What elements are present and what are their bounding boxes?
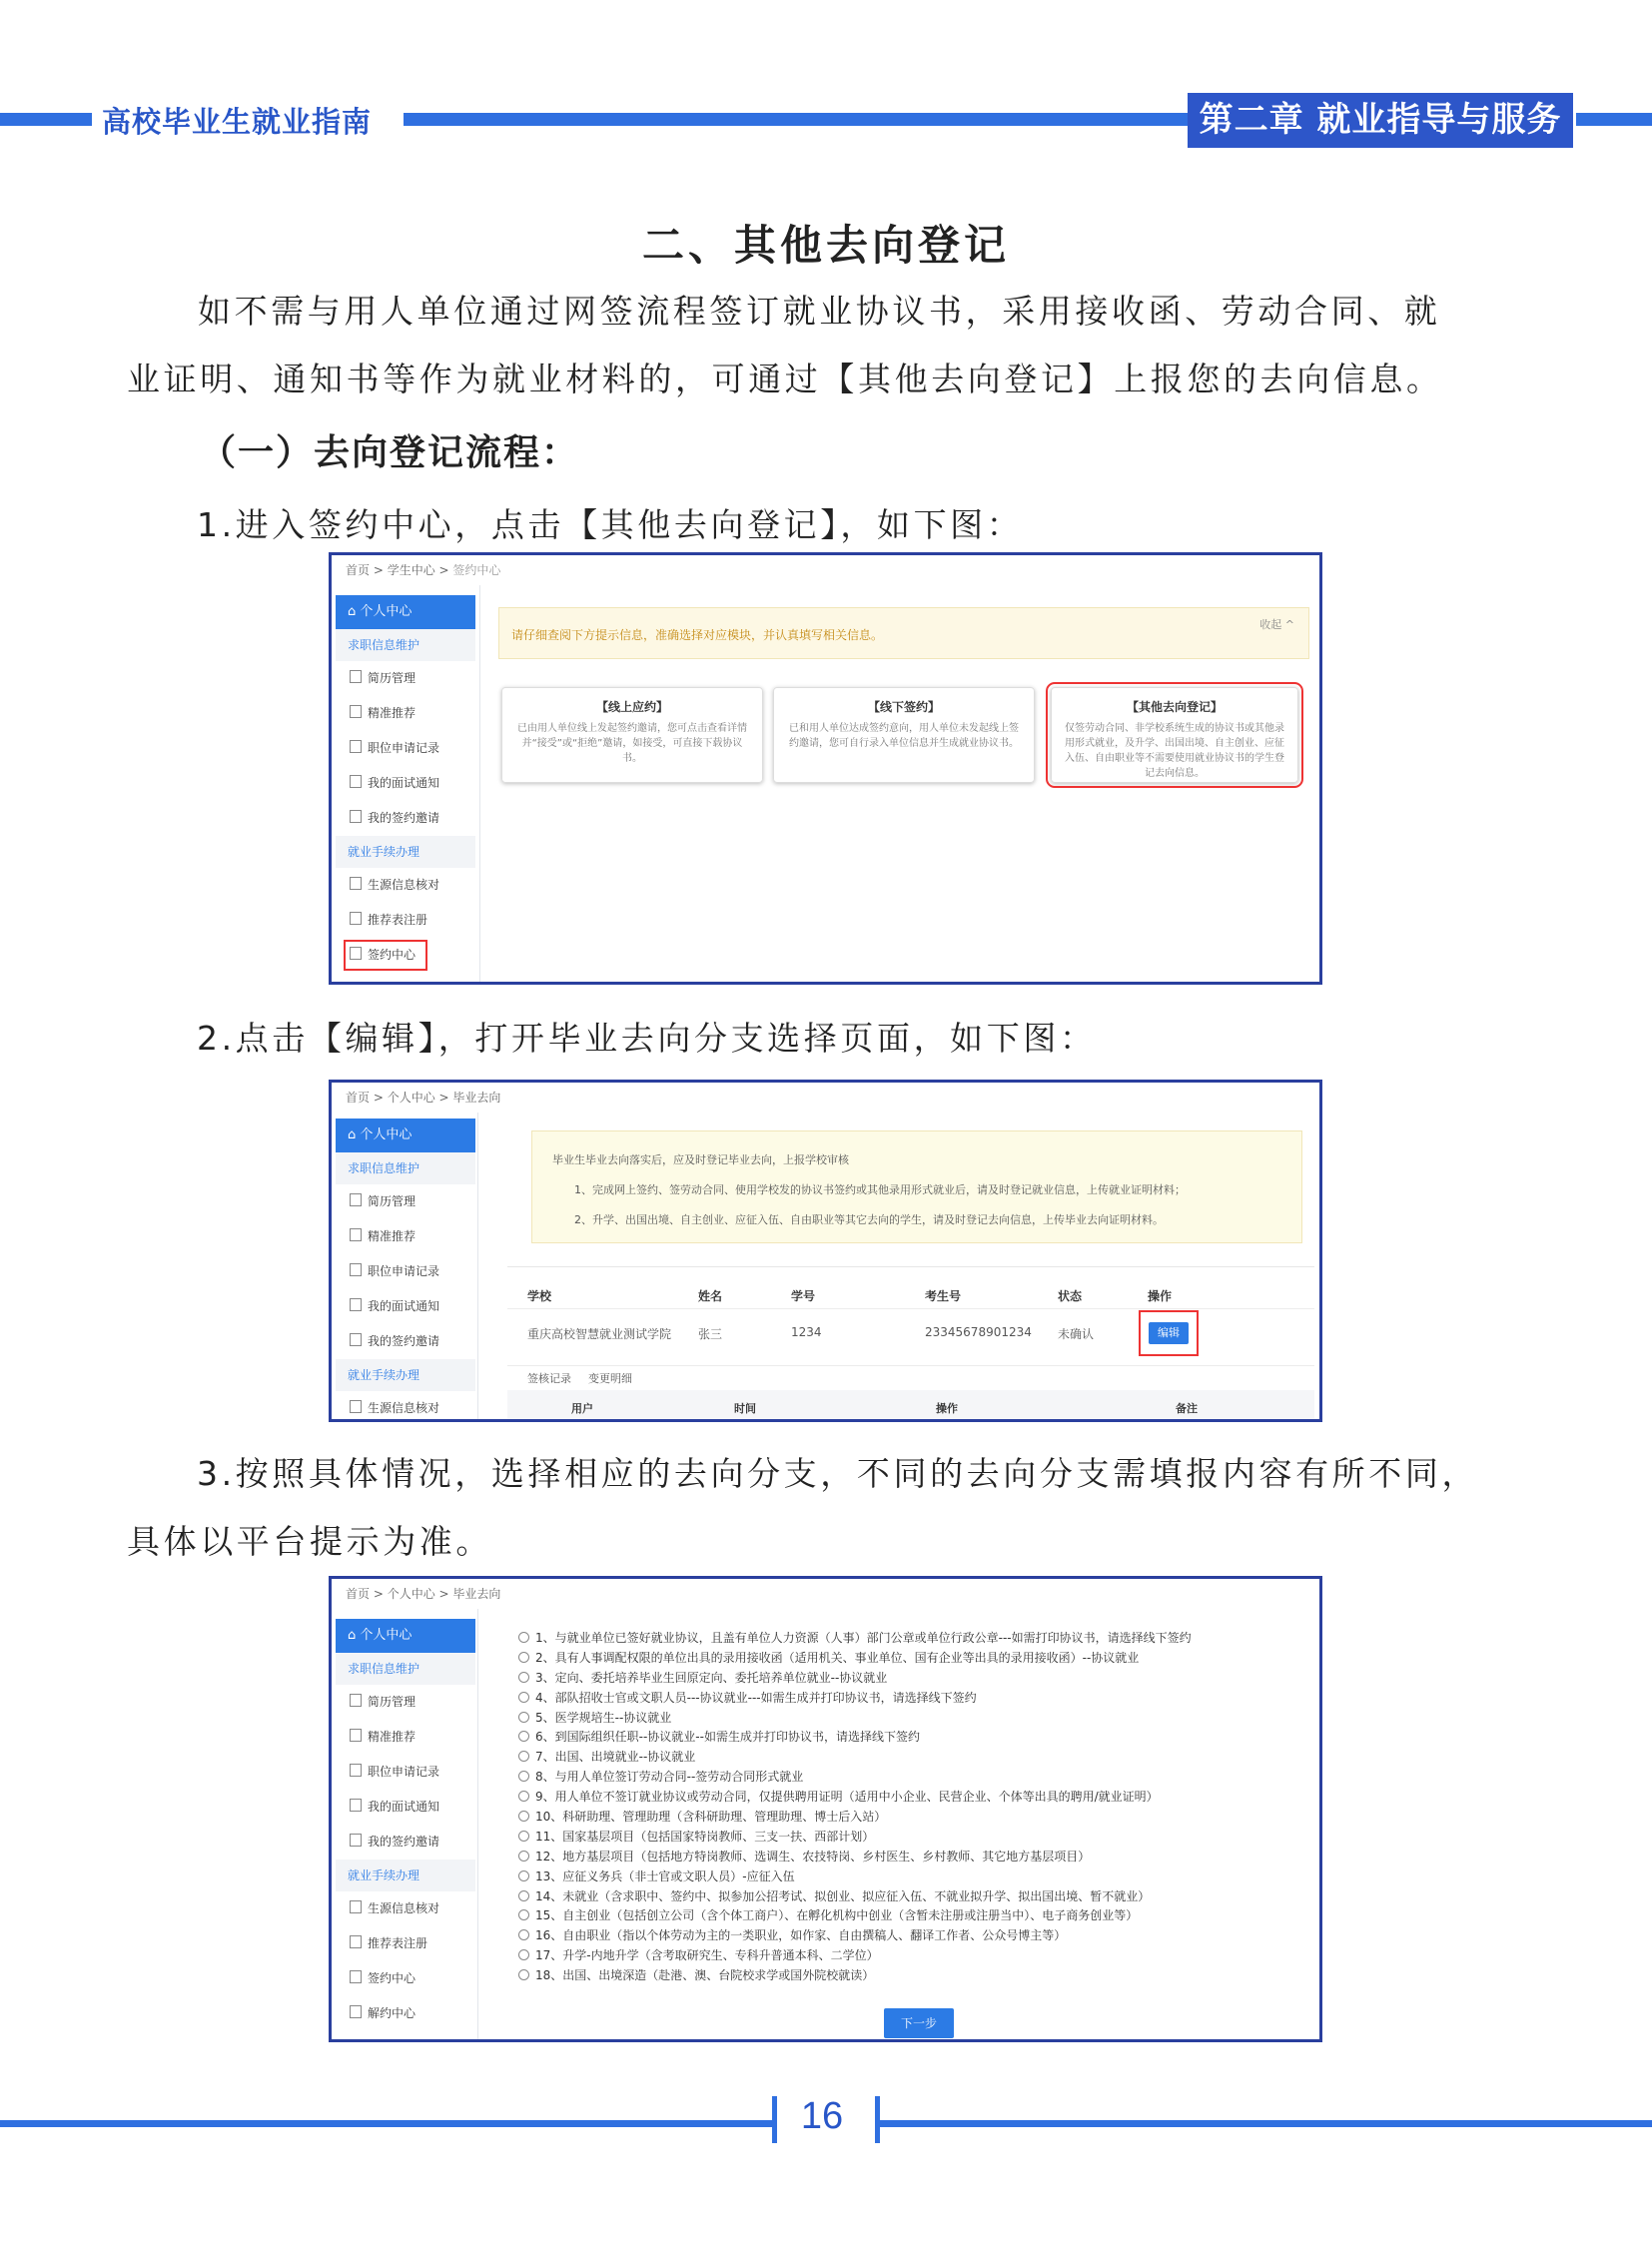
sidebar-item-recommend[interactable]: 精准推荐 (336, 1720, 475, 1755)
sidebar-item-termination-center[interactable]: 解约中心 (336, 1996, 475, 2031)
sidebar-item-recommend[interactable]: 精准推荐 (336, 1219, 475, 1254)
edit-button[interactable]: 编辑 (1149, 1322, 1189, 1344)
page-number: 16 (800, 2095, 844, 2137)
breadcrumb-sep: > (370, 1091, 388, 1105)
sidebar-item-applications[interactable]: 职位申请记录 (336, 731, 475, 766)
col-student-id: 学号 (791, 1289, 816, 1303)
sidebar-item-source-check[interactable]: 生源信息核对 (336, 1891, 475, 1926)
step-1: 1.进入签约中心，点击【其他去向登记】，如下图： (197, 505, 1024, 544)
breadcrumb (346, 561, 500, 578)
sidebar-item-resume[interactable]: 简历管理 (336, 1184, 475, 1219)
col-operation: 操作 (936, 1402, 958, 1415)
sidebar (336, 1619, 475, 2031)
sidebar-item-invitations[interactable]: 我的签约邀请 (336, 801, 475, 836)
sidebar-item-interviews[interactable]: 我的面试通知 (336, 766, 475, 801)
option-radio[interactable]: 1、与就业单位已签好就业协议，且盖有单位人力资源（人事）部门公章或单位行政公章---如需打印协议书，请选择线下签约 (518, 1629, 1192, 1649)
breadcrumb (346, 1089, 500, 1106)
sidebar-item-label: 个人中心 (360, 604, 413, 619)
notice-item-1: 1、完成网上签约、签劳动合同、使用学校发的协议书签约或其他录用形式就业后，请及时登记就业信息，上传就业证明材料； (574, 1183, 1186, 1196)
sidebar-item-signing-center[interactable]: 签约中心 (336, 1961, 475, 1996)
sidebar-group-job-info: 求职信息维护 (336, 1152, 475, 1184)
sidebar-item-signing-center[interactable]: 签约中心 (342, 938, 429, 973)
option-radio[interactable]: 8、与用人单位签订劳动合同--签劳动合同形式就业 (518, 1768, 1192, 1788)
sidebar-group-job-info: 求职信息维护 (336, 629, 475, 661)
card-online-signing[interactable] (501, 687, 763, 783)
breadcrumb-home[interactable]: 首页 (346, 1091, 371, 1105)
option-radio[interactable]: 18、出国、出境深造（赴港、澳、台院校求学或国外院校就读） (518, 1966, 1192, 1986)
col-school: 学校 (527, 1289, 552, 1303)
option-radio[interactable]: 4、部队招收士官或文职人员---协议就业---如需生成并打印协议书，请选择线下签约 (518, 1689, 1192, 1709)
step-3-line-1: 3.按照具体情况，选择相应的去向分支，不同的去向分支需填报内容有所不同， (197, 1454, 1479, 1493)
sidebar-item-resume[interactable]: 简历管理 (336, 1685, 475, 1720)
option-radio[interactable]: 16、自由职业（指以个体劳动为主的一类职业，如作家、自由撰稿人、翻译工作者、公众号博主等） (518, 1926, 1192, 1946)
sidebar-item-invitations[interactable]: 我的签约邀请 (336, 1324, 475, 1359)
breadcrumb-sep: > (434, 563, 453, 577)
cell-name: 张三 (698, 1327, 723, 1341)
breadcrumb-current: 毕业去向 (452, 1587, 501, 1601)
home-icon: ⌂ (348, 1127, 361, 1142)
cell-exam-id: 23345678901234 (925, 1325, 1032, 1339)
step-3-line-2: 具体以平台提示为准。 (127, 1522, 492, 1561)
sidebar-group-procedures: 就业手续办理 (336, 1860, 475, 1891)
sidebar (336, 595, 475, 973)
screenshot-destination-options (329, 1576, 1322, 2042)
card-offline-signing[interactable] (773, 687, 1035, 783)
chapter-title: 第二章 就业指导与服务 (1188, 93, 1573, 148)
tab-sign-records[interactable]: 签核记录 (527, 1370, 571, 1392)
sidebar-item-personal-center[interactable] (336, 1619, 475, 1653)
cell-status: 未确认 (1058, 1327, 1095, 1341)
sidebar-item-source-check[interactable]: 生源信息核对 (336, 868, 475, 903)
footer-divider-left (772, 2096, 777, 2143)
sidebar-item-recommend-form[interactable]: 推荐表注册 (336, 903, 475, 938)
destination-options (518, 1629, 1192, 1986)
breadcrumb-sep: > (434, 1091, 453, 1105)
breadcrumb-personal-center[interactable]: 个人中心 (387, 1587, 435, 1601)
sidebar-item-invitations[interactable]: 我的签约邀请 (336, 1825, 475, 1860)
intro-line-1: 如不需与用人单位通过网签流程签订就业协议书，采用接收函、劳动合同、就 (198, 292, 1441, 331)
sidebar-item-recommend[interactable]: 精准推荐 (336, 696, 475, 731)
option-radio[interactable]: 2、具有人事调配权限的单位出具的录用接收函（适用机关、事业单位、国有企业等出具的录用接收函）--协议就业 (518, 1649, 1192, 1669)
sidebar-item-applications[interactable]: 职位申请记录 (336, 1254, 475, 1289)
footer-bar-left (0, 2120, 772, 2127)
footer-bar-right (880, 2120, 1652, 2127)
breadcrumb (346, 1585, 500, 1602)
card-title: 【线上应约】 (595, 700, 668, 714)
card-desc: 已和用人单位达成签约意向，用人单位未发起线上签约邀请，您可自行录入单位信息并生成就业协议书。 (789, 723, 1019, 749)
step-2: 2.点击【编辑】，打开毕业去向分支选择页面，如下图： (197, 1019, 1097, 1058)
notice-text: 请仔细查阅下方提示信息，准确选择对应模块，并认真填写相关信息。 (511, 628, 884, 642)
option-radio[interactable]: 7、出国、出境就业--协议就业 (518, 1748, 1192, 1768)
col-time: 时间 (734, 1402, 756, 1415)
option-radio[interactable]: 5、医学规培生--协议就业 (518, 1709, 1192, 1729)
breadcrumb-current: 毕业去向 (452, 1091, 501, 1105)
col-status: 状态 (1058, 1289, 1083, 1303)
section-title: 二、其他去向登记 (641, 221, 1010, 270)
tab-change-details[interactable]: 变更明细 (588, 1372, 632, 1385)
sidebar-item-personal-center[interactable] (336, 595, 475, 629)
sidebar-group-procedures: 就业手续办理 (336, 836, 475, 868)
cell-student-id: 1234 (791, 1325, 822, 1339)
home-icon: ⌂ (348, 1628, 361, 1643)
option-radio[interactable]: 10、科研助理、管理助理（含科研助理、管理助理、博士后入站） (518, 1808, 1192, 1828)
card-other-destination[interactable] (1051, 687, 1298, 783)
breadcrumb-home[interactable]: 首页 (346, 1587, 371, 1601)
option-radio[interactable]: 17、升学-内地升学（含考取研究生、专科升普通本科、二学位） (518, 1946, 1192, 1966)
header-bar-mid (404, 113, 1188, 126)
breadcrumb-sep: > (370, 1587, 388, 1601)
sidebar-group-procedures: 就业手续办理 (336, 1359, 475, 1391)
card-desc: 已由用人单位线上发起签约邀请，您可点击查看详情并“接受”或“拒绝”邀请，如接受，可直接下载协议书。 (517, 723, 747, 764)
col-exam-id: 考生号 (925, 1289, 962, 1303)
sidebar-group-job-info: 求职信息维护 (336, 1653, 475, 1685)
option-radio[interactable]: 12、地方基层项目（包括地方特岗教师、选调生、农技特岗、乡村医生、乡村教师、其它地方基层项目） (518, 1848, 1192, 1868)
col-remark: 备注 (1176, 1402, 1198, 1415)
breadcrumb-student-center[interactable]: 学生中心 (387, 563, 435, 577)
card-title: 【线下签约】 (867, 700, 940, 714)
sidebar (336, 1119, 475, 1422)
next-button[interactable]: 下一步 (884, 2008, 954, 2038)
sidebar-item-interviews[interactable]: 我的面试通知 (336, 1790, 475, 1825)
option-radio[interactable]: 13、应征义务兵（非士官或文职人员）-应征入伍 (518, 1868, 1192, 1887)
breadcrumb-home[interactable]: 首页 (346, 563, 371, 577)
option-radio[interactable]: 14、未就业（含求职中、签约中、拟参加公招考试、拟创业、拟应征入伍、不就业拟升学、拟出国出境、暂不就业） (518, 1887, 1192, 1907)
intro-line-2: 业证明、通知书等作为就业材料的，可通过【其他去向登记】上报您的去向信息。 (127, 360, 1443, 398)
breadcrumb-sep: > (434, 1587, 453, 1601)
breadcrumb-personal-center[interactable]: 个人中心 (387, 1091, 435, 1105)
card-desc: 仅签劳动合同、非学校系统生成的协议书或其他录用形式就业，及升学、出国出境、自主创业、应征入伍、自由职业等不需要使用就业协议书的学生登记去向信息。 (1065, 723, 1284, 779)
col-user: 用户 (571, 1402, 593, 1415)
notice-banner (531, 1130, 1302, 1243)
screenshot-graduation-destination (329, 1080, 1322, 1422)
option-radio[interactable]: 15、自主创业（包括创立公司（含个体工商户）、在孵化机构中创业（含暂未注册或注册当中）、电子商务创业等） (518, 1906, 1192, 1926)
card-title: 【其他去向登记】 (1126, 700, 1223, 714)
col-name: 姓名 (698, 1289, 723, 1303)
book-title: 高校毕业生就业指南 (102, 105, 373, 139)
option-radio[interactable]: 6、到国际组织任职--协议就业--如需生成并打印协议书，请选择线下签约 (518, 1728, 1192, 1748)
subsection-title: （一）去向登记流程： (200, 432, 580, 473)
notice-item-2: 2、升学、出国出境、自主创业、应征入伍、自由职业等其它去向的学生，请及时登记去向信息，上传毕业去向证明材料。 (574, 1213, 1164, 1226)
screenshot-signing-center (329, 552, 1322, 985)
notice-title: 毕业生毕业去向落实后，应及时登记毕业去向，上报学校审核 (552, 1153, 849, 1166)
option-radio[interactable]: 9、用人单位不签订就业协议或劳动合同，仅提供聘用证明（适用中小企业、民营企业、个体等出具的聘用/就业证明） (518, 1788, 1192, 1808)
sidebar-item-label: 个人中心 (360, 1127, 413, 1142)
sidebar-item-personal-center[interactable] (336, 1119, 475, 1152)
home-icon: ⌂ (348, 604, 361, 619)
sidebar-item-label: 个人中心 (360, 1628, 413, 1643)
sidebar-item-applications[interactable]: 职位申请记录 (336, 1755, 475, 1790)
sidebar-item-source-check[interactable]: 生源信息核对 (336, 1391, 475, 1422)
header-bar-left (0, 113, 92, 126)
sidebar-item-resume[interactable]: 简历管理 (336, 661, 475, 696)
breadcrumb-sep: > (370, 563, 388, 577)
sidebar-item-interviews[interactable]: 我的面试通知 (336, 1289, 475, 1324)
cell-school: 重庆高校智慧就业测试学院 (527, 1327, 672, 1341)
notice-banner (498, 607, 1309, 659)
collapse-button[interactable]: 收起 ^ (1259, 618, 1294, 631)
col-action: 操作 (1148, 1289, 1173, 1303)
option-radio[interactable]: 11、国家基层项目（包括国家特岗教师、三支一扶、西部计划） (518, 1828, 1192, 1848)
header-bar-right (1576, 113, 1652, 126)
option-radio[interactable]: 3、定向、委托培养毕业生回原定向、委托培养单位就业--协议就业 (518, 1669, 1192, 1689)
breadcrumb-current: 签约中心 (452, 563, 501, 577)
sidebar-item-recommend-form[interactable]: 推荐表注册 (336, 1926, 475, 1961)
